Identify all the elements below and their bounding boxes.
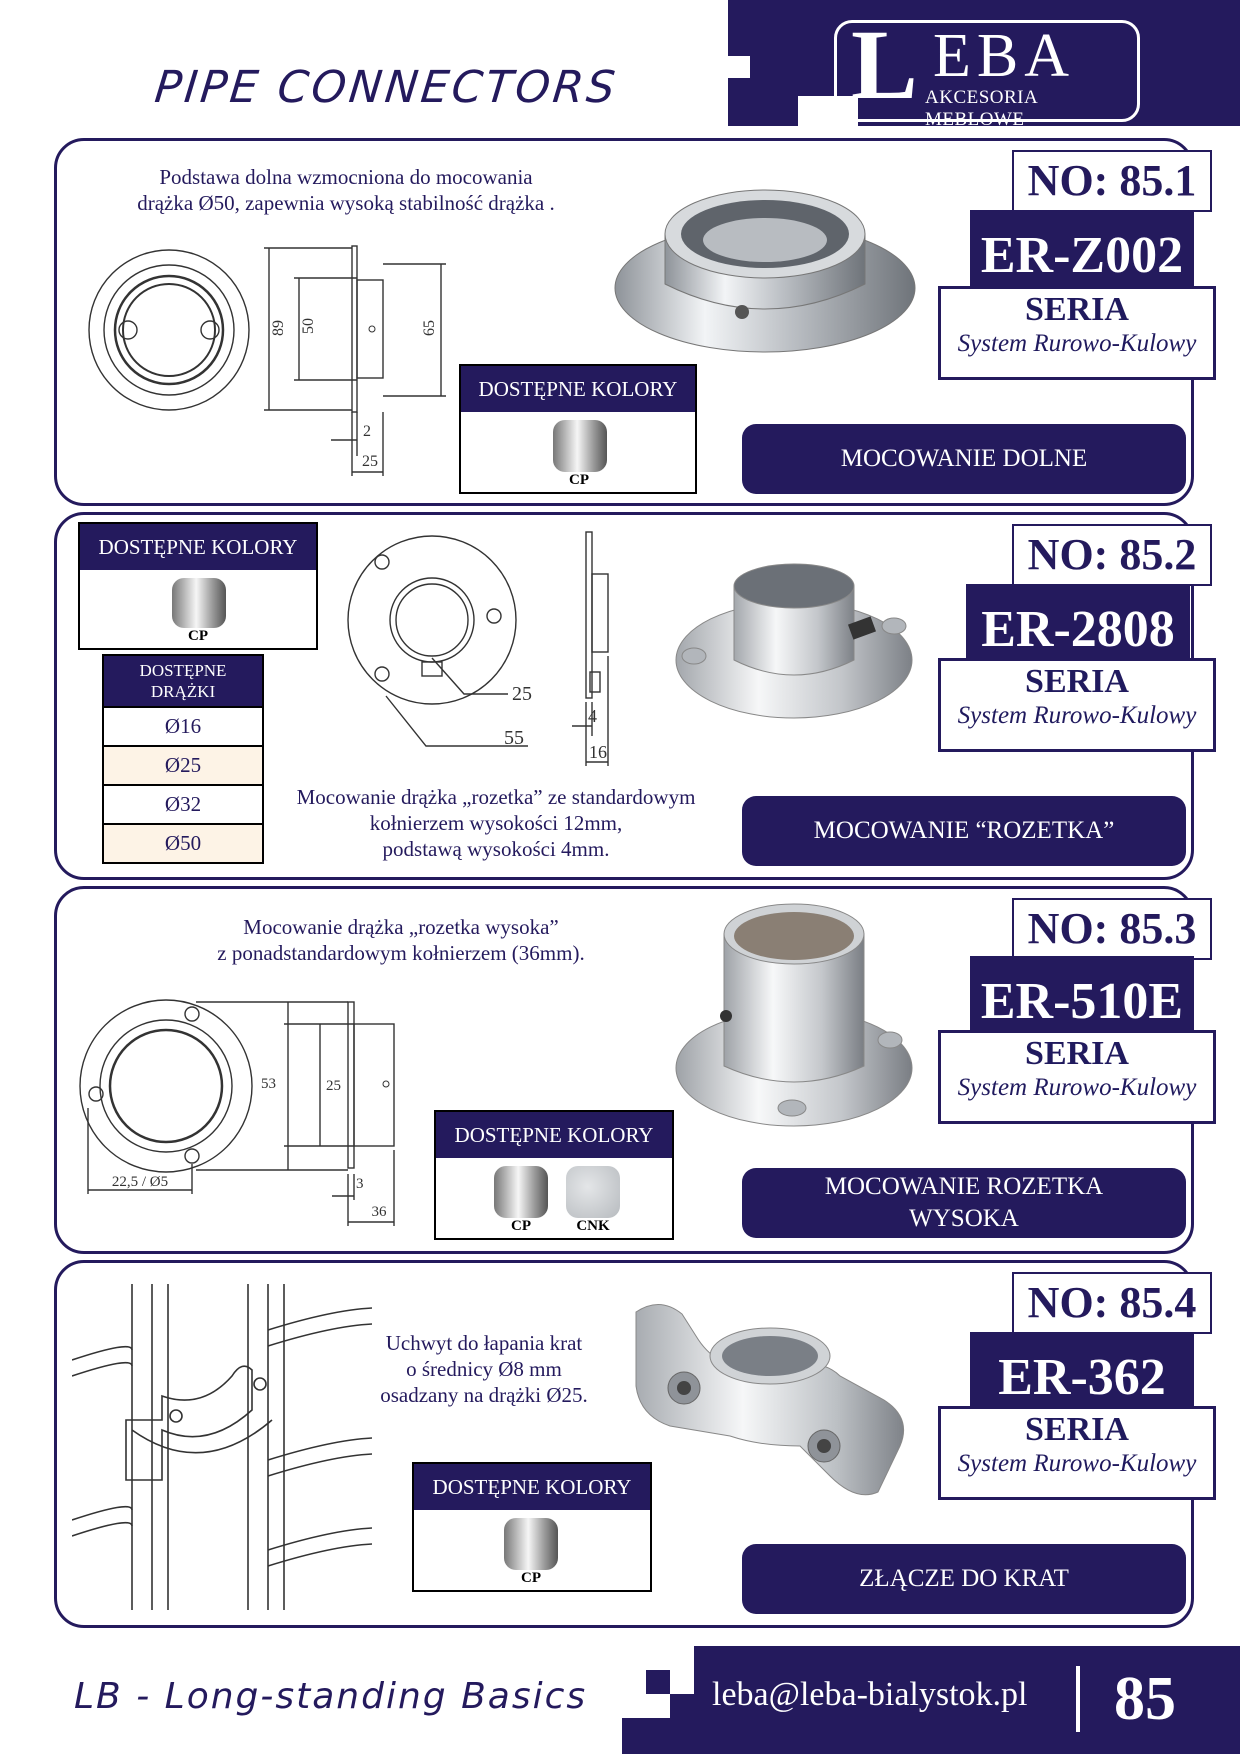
usage-illustration (72, 1280, 372, 1610)
deco-square (750, 78, 772, 100)
colors-header: DOSTĘPNE KOLORY (414, 1464, 650, 1510)
available-colors (78, 522, 318, 650)
rod-row: Ø16 (104, 706, 262, 745)
swatch-label: CP (188, 628, 208, 644)
product-code: ER-510E (970, 956, 1194, 1046)
action-button-mocowanie-rozetka-wysoka[interactable]: MOCOWANIE ROZETKA WYSOKA (742, 1168, 1186, 1238)
colors-header: DOSTĘPNE KOLORY (461, 366, 695, 412)
deco-square (622, 1718, 646, 1754)
dim-label: 89 (270, 320, 287, 336)
deco-square (646, 1670, 670, 1694)
action-button-mocowanie-dolne[interactable]: MOCOWANIE DOLNE (742, 424, 1186, 494)
product-code: ER-Z002 (970, 210, 1194, 300)
product-number: NO: 85.3 (1012, 898, 1212, 960)
product-description: Podstawa dolna wzmocniona do mocowania drążka Ø50, zapewnia wysoką stabilność drążka . (137, 165, 555, 215)
product-code: ER-362 (970, 1332, 1194, 1422)
available-colors (434, 1110, 674, 1240)
product-photo (612, 164, 918, 364)
page-title: PIPE CONNECTORS (152, 62, 621, 113)
brand-logo: L EBA AKCESORIA MEBLOWE (834, 20, 1140, 122)
swatch-label: CP (569, 472, 589, 488)
dim-label: 25 (512, 683, 532, 705)
footer-tagline: LB - Long-standing Basics (74, 1676, 588, 1717)
rod-row: Ø50 (104, 823, 262, 862)
product-photo (674, 560, 924, 720)
rods-header: DOSTĘPNE DRĄŻKI (104, 656, 262, 706)
dim-label: 25 (362, 453, 378, 470)
dim-label: 16 (589, 742, 607, 762)
available-colors (459, 364, 697, 494)
deco-square (776, 100, 798, 122)
rod-row: Ø32 (104, 784, 262, 823)
technical-drawing (76, 236, 466, 482)
series-box: SERIA System Rurowo-Kulowy (938, 658, 1216, 752)
dim-label: 2 (363, 423, 371, 440)
available-colors (412, 1462, 652, 1592)
swatch-label: CP (521, 1570, 541, 1586)
swatch-cp (172, 578, 226, 628)
deco-square (728, 56, 750, 78)
dim-label: 50 (300, 318, 317, 334)
deco-square (670, 1694, 694, 1718)
product-description: Uchwyt do łapania krat o średnicy Ø8 mm osadzany na drążki Ø25. (380, 1331, 588, 1407)
product-photo (674, 898, 924, 1134)
technical-drawing (336, 526, 646, 772)
dim-label: 53 (261, 1076, 276, 1092)
available-rods-table (102, 654, 264, 864)
dim-label: 25 (326, 1078, 341, 1094)
dim-label: 4 (588, 706, 597, 726)
series-box: SERIA System Rurowo-Kulowy (938, 1406, 1216, 1500)
dim-label: 22,5 / Ø5 (111, 1174, 169, 1190)
action-button-mocowanie-rozetka[interactable]: MOCOWANIE “ROZETKA” (742, 796, 1186, 866)
swatch-label: CNK (576, 1218, 610, 1234)
dim-label: 3 (356, 1176, 364, 1192)
swatch-cp (553, 420, 607, 472)
series-box: SERIA System Rurowo-Kulowy (938, 286, 1216, 380)
product-photo (630, 1296, 914, 1502)
swatch-cp (494, 1166, 548, 1218)
deco-square (646, 1718, 694, 1754)
rod-row: Ø25 (104, 745, 262, 784)
series-box: SERIA System Rurowo-Kulowy (938, 1030, 1216, 1124)
product-number: NO: 85.2 (1012, 524, 1212, 586)
colors-header: DOSTĘPNE KOLORY (436, 1112, 672, 1158)
swatch-cp (504, 1518, 558, 1570)
colors-header: DOSTĘPNE KOLORY (80, 524, 316, 570)
technical-drawing (76, 994, 426, 1230)
product-number: NO: 85.1 (1012, 150, 1212, 212)
dim-label: 65 (421, 320, 438, 336)
dim-label: 55 (504, 727, 524, 749)
footer-divider (1076, 1666, 1080, 1732)
product-number: NO: 85.4 (1012, 1272, 1212, 1334)
swatch-label: CP (511, 1218, 531, 1234)
action-button-zlacze-do-krat[interactable]: ZŁĄCZE DO KRAT (742, 1544, 1186, 1614)
page-number: 85 (1114, 1665, 1176, 1733)
footer-email-link[interactable]: leba@leba-bialystok.pl (712, 1676, 1028, 1713)
product-description: Mocowanie drążka „rozetka wysoka” z ponadstandardowym kołnierzem (36mm). (217, 915, 585, 965)
product-code: ER-2808 (966, 584, 1190, 674)
footer-bar (694, 1646, 1240, 1754)
swatch-cnk (566, 1166, 620, 1218)
dim-label: 36 (371, 1204, 387, 1220)
product-description: Mocowanie drążka „rozetka” ze standardowym kołnierzem wysokości 12mm, podstawą wysokości 4mm. (296, 785, 696, 861)
